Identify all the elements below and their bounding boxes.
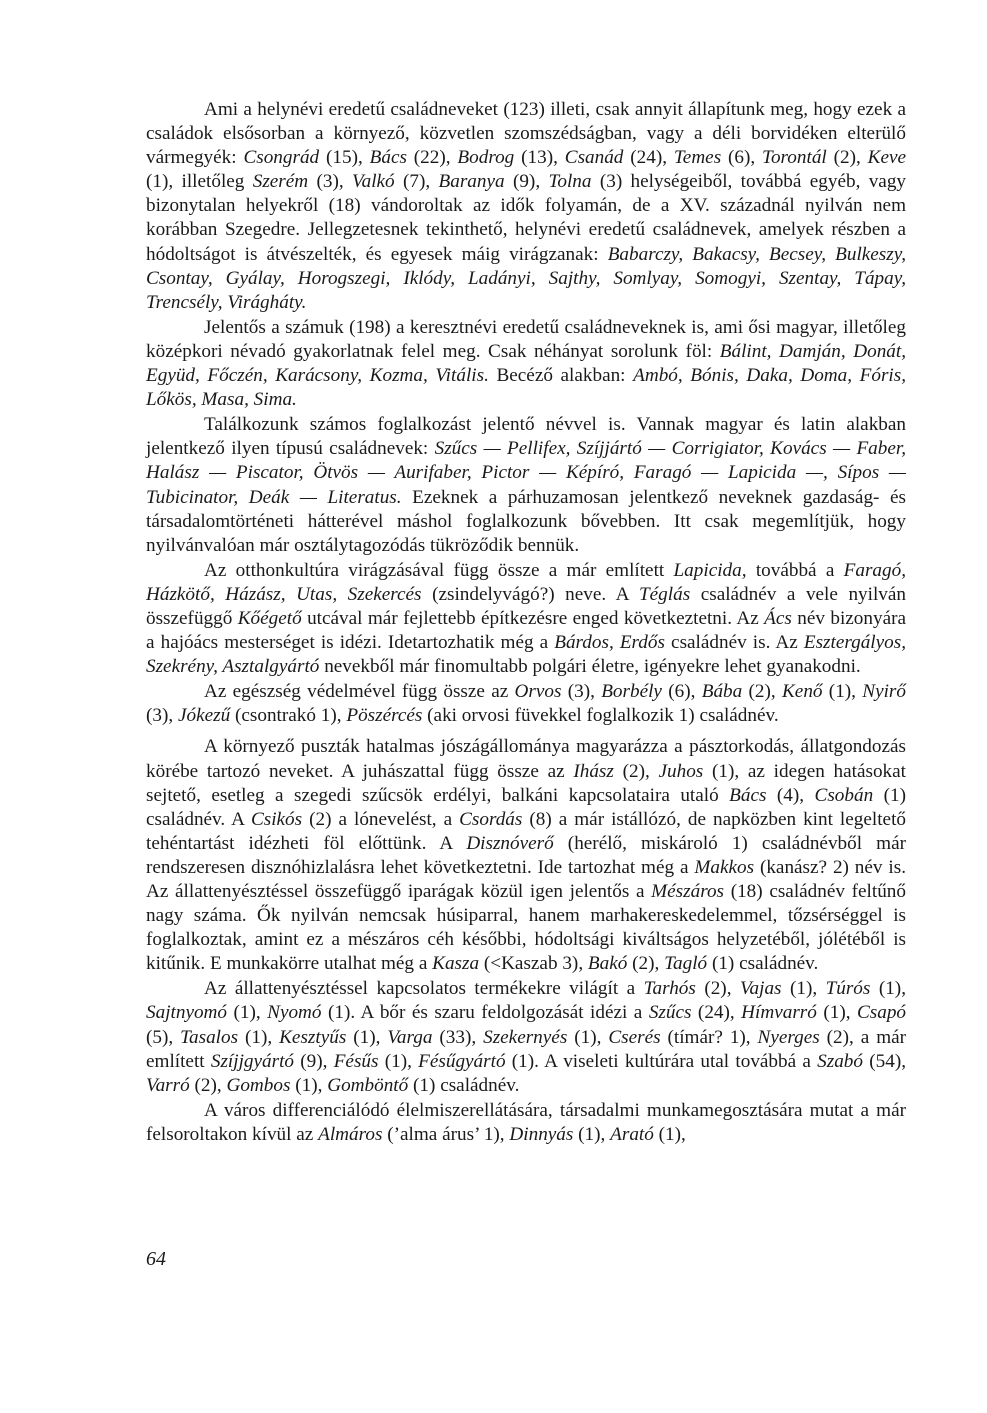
italic-name: Mészáros <box>651 881 725 902</box>
italic-name: Tasalos <box>180 1026 239 1048</box>
text-run: (3), <box>146 705 178 727</box>
text-run: (4), <box>766 784 815 806</box>
text-run: (2), <box>627 953 665 975</box>
italic-name: Tolna <box>548 171 592 193</box>
italic-name: Borbély <box>601 681 662 703</box>
italic-name: Ambó, Bónis, Daka, Doma, Fóris, Lőkös, Masa, Sima. <box>146 365 907 411</box>
italic-name: Kőégető <box>237 607 302 629</box>
italic-name: Gombos <box>226 1074 291 1096</box>
italic-name: Bába <box>701 681 743 703</box>
text-run: (kanász? 2) név is. Az állattenyésztéssel összefüggő iparágak közül igen jelentős a <box>146 856 906 902</box>
text-run: (2), <box>826 147 868 169</box>
text-run: (54), <box>863 1050 907 1072</box>
text-run: név bizonyára a hajóács mesterséget is idézi. Idetartozhatik még a <box>146 607 907 654</box>
italic-name: Hímvarró <box>741 1002 817 1024</box>
italic-name: Esztergályos, Szekrény, Asztalgyártó <box>146 632 906 678</box>
italic-name: Makkos <box>694 856 755 878</box>
text-run: (1), az idegen hatásokat sejtető, esetleg a szegedi szűcsök erdélyi, balkáni kapcsolataira utaló <box>146 760 907 806</box>
italic-name: Bács <box>729 784 767 806</box>
text-run: (13), <box>514 147 565 169</box>
italic-name: Baranya <box>438 171 505 193</box>
italic-name: Csobán <box>814 784 874 806</box>
text-run: (1), <box>781 978 826 1000</box>
text-run: Jelentős a számuk (198) a keresztnévi eredetű családneveknek is, ami ősi magyar, illetőleg középkori névadó gyakorlatnak felel meg. Csak néhányat sorolunk föl: <box>146 316 906 362</box>
text-run: (herélő, miskároló 1) családnévből már rendszeresen disznóhizlalásra lehet következtetni. Ide tartozhat még a <box>146 832 906 878</box>
italic-name: Kesztyűs <box>279 1026 347 1048</box>
text-run: továbbá a <box>746 559 844 581</box>
text-run: A város differenciálódó élelmiszerellátására, társadalmi munkamegosztására mutat a már felsoroltakon kívül az <box>146 1099 906 1145</box>
italic-name: Cserés <box>608 1026 661 1048</box>
italic-name: Túrós <box>825 978 871 1000</box>
italic-name: Jókezű <box>177 705 231 727</box>
text-run: (1), <box>378 1050 419 1072</box>
text-run: (1), <box>290 1074 328 1096</box>
text-run: (1), <box>822 681 863 703</box>
italic-name: Nyirő <box>862 681 906 703</box>
italic-name: Temes <box>673 147 722 169</box>
paragraph <box>146 1099 906 1147</box>
text-run: (24), <box>623 147 674 169</box>
text-run: (csontrakó 1), <box>230 705 347 727</box>
italic-name: Csapó <box>856 1002 907 1024</box>
paragraph <box>146 977 906 1097</box>
text-run: (’alma árus’ 1), <box>382 1123 510 1145</box>
italic-name: Bács <box>369 147 407 169</box>
text-run: (1), <box>567 1026 609 1048</box>
text-run: (1) családnév. A <box>146 784 907 830</box>
text-run: családnév a vele nyilván összefüggő <box>146 583 907 629</box>
text-run: (1), <box>816 1002 857 1024</box>
text-run: Találkozunk számos foglalkozást jelentő névvel is. Vannak magyar és latin alakban jelentkező ilyen típusú családnevek: <box>146 414 906 460</box>
italic-name: Nyerges <box>757 1026 820 1048</box>
italic-name: Téglás <box>638 583 691 605</box>
italic-name: Disznóverő <box>466 832 554 854</box>
italic-name: Csanád <box>564 147 624 169</box>
italic-name: Keve <box>867 147 906 169</box>
italic-name: Bálint, Damján, Donát, Együd, Főczén, Karácsony, Kozma, Vitális. <box>146 340 907 387</box>
text-run: (1), <box>573 1123 611 1145</box>
paragraph <box>146 413 906 558</box>
text-run: Az otthonkultúra virágzásával függ össze a már említett <box>204 559 674 581</box>
text-run: Ami a helynévi eredetű családneveket (123) illeti, csak annyit állapítunk meg, hogy ezek a családok elsősorban a környező, közvetlen szomszédságban, vagy a déli borvidéken elterülő vármegyék: <box>146 99 906 169</box>
italic-name: Csikós <box>250 808 303 830</box>
text-run: (18) családnév feltűnő nagy száma. Ők nyilván nemcsak húsiparral, hanem marhakereskedelemmel, tőzsérséggel is foglalkoztak, amint ez a mészáros céh későbbi, hódoltsági kiváltságos helyzetéből, jólétéből is kitűnik. E munkakörre utalhat még a <box>146 881 906 975</box>
italic-name: Kenő <box>782 681 823 703</box>
paragraph <box>146 559 906 679</box>
text-run: (2), <box>742 681 782 703</box>
text-run: (1), <box>346 1026 388 1048</box>
page-number: 64 <box>146 1248 166 1270</box>
text-run: (24), <box>691 1002 742 1024</box>
italic-name: Juhos <box>658 760 704 782</box>
italic-name: Szíjjgyártó <box>210 1050 295 1072</box>
text-run: (tímár? 1), <box>660 1026 758 1048</box>
text-run: (zsindelyvágó?) neve. A <box>421 583 639 605</box>
italic-name: Pöszércés <box>346 705 423 727</box>
text-run: (1). A bőr és szaru feldolgozását idézi a <box>321 1002 649 1024</box>
text-run: nevekből már finomultabb polgári életre, igényekre lehet gyanakodni. <box>319 656 861 678</box>
text-run: Az egészség védelmével függ össze az <box>204 681 515 703</box>
text-run: (2), <box>613 760 659 782</box>
italic-name: Torontál <box>762 147 827 169</box>
italic-name: Szerém <box>252 171 309 193</box>
text-run: (1), <box>653 1123 686 1145</box>
italic-name: Babarczy, Bakacsy, Becsey, Bulkeszy, Csontay, Gyálay, Horogszegi, Iklódy, Ladányi, Sajthy, Somlyay, Somogyi, Szentay, Tápay, Trencsély, Virágháty. <box>146 243 906 313</box>
italic-name: Vajas <box>739 978 782 1000</box>
text-run: (9), <box>294 1050 334 1072</box>
text-run: (7), <box>394 171 439 193</box>
text-run: (8) a már istállózó, de napközben kint legeltető tehéntartást idézheti föl előttünk. A <box>146 808 906 854</box>
italic-name: Lapicida, <box>673 559 747 581</box>
italic-name: Szabó <box>817 1050 863 1072</box>
paragraph <box>146 680 906 728</box>
text-run: (2), <box>189 1074 227 1096</box>
text-run: Az állattenyésztéssel kapcsolatos termékekre világít a <box>204 978 644 1000</box>
italic-name: Valkó <box>352 171 395 193</box>
italic-name: Fésűgyártó <box>418 1050 506 1072</box>
italic-name: Bakó <box>587 953 628 975</box>
text-run: utcával már fejlettebb építkezésre enged következtetni. Az <box>301 607 765 629</box>
italic-name: Varró <box>146 1074 190 1096</box>
text-run: (6), <box>661 681 702 703</box>
italic-name: Bárdos, Erdős <box>554 632 665 654</box>
text-run: (2) a lónevelést, a <box>302 808 460 830</box>
text-run: (1), <box>227 1002 268 1024</box>
text-run: (3), <box>308 171 353 193</box>
text-run: (33), <box>432 1026 484 1048</box>
italic-name: Szűcs — Pellifex, Szíjjártó — Corrigiator, Kovács — Faber, Halász — Piscator, Ötvös — Aurifaber, Pictor — Képíró, Faragó — Lapicida —, Sípos — Tubicinator, Deák — Literatus. <box>146 438 906 508</box>
italic-name: Tarhós <box>643 978 696 1000</box>
italic-name: Almáros <box>318 1123 383 1145</box>
italic-name: Varga <box>387 1026 433 1048</box>
text-run: családnév is. Az <box>664 632 804 654</box>
text-run: (1) családnév. <box>707 953 819 975</box>
italic-name: Szekernyés <box>483 1026 568 1048</box>
italic-name: Tagló <box>664 953 708 975</box>
paragraph <box>146 316 906 412</box>
text-run: (3), <box>561 681 602 703</box>
paragraph <box>146 98 906 315</box>
italic-name: Nyomó <box>267 1002 322 1024</box>
italic-name: Ihász <box>573 760 614 782</box>
text-run: (1), <box>238 1026 280 1048</box>
text-run: (1), illetőleg <box>146 171 253 193</box>
italic-name: Orvos <box>514 681 562 703</box>
text-run: Becéző alakban: <box>488 365 634 387</box>
text-run: (9), <box>504 171 549 193</box>
italic-name: Sajtnyomó <box>146 1002 228 1024</box>
text-run: (2), <box>695 978 740 1000</box>
text-run: (1) családnév. <box>408 1074 520 1096</box>
text-run: (<Kaszab 3), <box>479 953 588 975</box>
text-run: (22), <box>406 147 458 169</box>
text-run: (2), a már említett <box>146 1026 907 1072</box>
italic-name: Arató <box>610 1123 654 1145</box>
italic-name: Szűcs <box>648 1002 692 1024</box>
text-run: (5), <box>146 1026 181 1048</box>
text-run: (3) helységeiből, továbbá egyéb, vagy bizonytalan helyekről (18) vándoroltak az idők folyamán, de a XV. századnál nyilván nem korábban Szegedre. Jellegzetesnek tekinthető, helynévi eredetű családnevek, amelyek részben a hódoltságot is átvészelték, és egyesek máig virágzanak: <box>146 171 907 265</box>
italic-name: Fésűs <box>333 1050 379 1072</box>
italic-name: Csongrád <box>243 147 320 169</box>
italic-name: Dinnyás <box>509 1123 574 1145</box>
paragraph <box>146 735 906 976</box>
italic-name: Bodrog <box>457 147 515 169</box>
text-run: (15), <box>319 147 370 169</box>
text-run: (6), <box>721 147 763 169</box>
text-run: Ezeknek a párhuzamosan jelentkező neveknek gazdaság- és társadalomtörténeti hátterével máshol foglalkozunk bővebben. Itt csak megemlítjük, hogy nyilvánvalóan már osztálytagozódás tükröződik bennük. <box>146 486 906 556</box>
italic-name: Ács <box>764 607 792 629</box>
text-run: A környező puszták hatalmas jószágállománya magyarázza a pásztorkodás, állatgondozás körébe tartozó neveket. A juhászattal függ össze az <box>146 736 906 782</box>
italic-name: Csordás <box>459 808 523 830</box>
text-run: (aki orvosi füvekkel foglalkozik 1) családnév. <box>422 705 779 727</box>
italic-name: Gomböntő <box>327 1074 409 1096</box>
italic-name: Kasza <box>432 953 480 975</box>
text-run: (1), <box>870 978 906 1000</box>
text-run: (1). A viseleti kultúrára utal továbbá a <box>505 1050 818 1072</box>
italic-name: Faragó, Házkötő, Házász, Utas, Szekercés <box>146 559 906 605</box>
body-text <box>146 98 906 1148</box>
